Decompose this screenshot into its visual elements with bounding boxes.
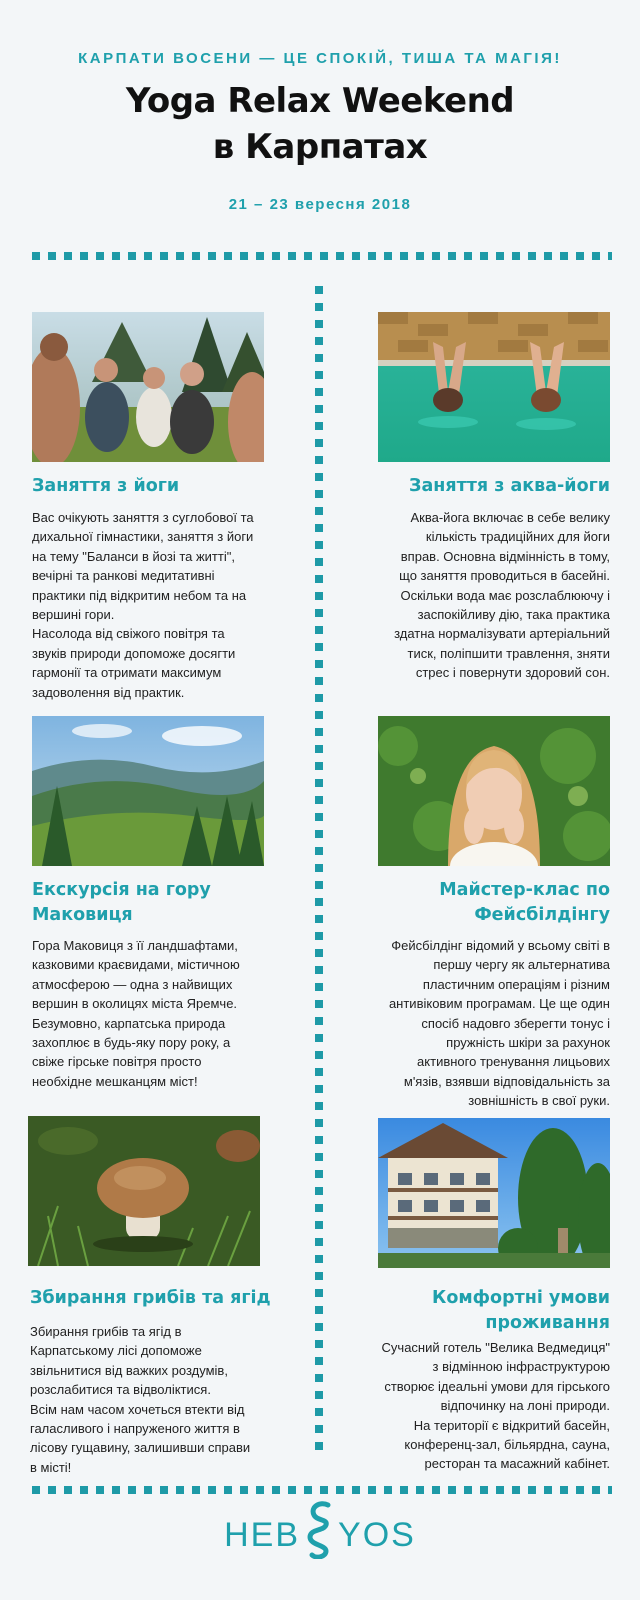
section-title-excursion (32, 878, 211, 928)
section-text-mushrooms: Збирання грибів та ягід в Карпатському лісі допоможе звільнитися від важких роздумів, розслабитися та відволіктися. Всім нам часом хочеться втекти від галасливого і напруженого життя в лісову гущавину, залишивши справи в місті! (30, 1324, 251, 1475)
center-divider (315, 286, 323, 1454)
section-title-facebuilding (330, 878, 610, 928)
aqua-yoga-photo (378, 312, 610, 462)
event-dates: 21 – 23 вересня 2018 (228, 196, 412, 213)
section-title-excursion-line-1: Екскурсія на гору (32, 880, 211, 900)
section-title-comfort-line-2: проживання (485, 1313, 610, 1333)
section-title-comfort-line-1: Комфортні умови (432, 1288, 610, 1308)
tagline: КАРПАТИ ВОСЕНИ — ЦЕ СПОКІЙ, ТИША ТА МАГІЯ! (78, 50, 562, 67)
section-title-excursion-line-2: Маковиця (32, 905, 133, 925)
section-title-mushrooms: Збирання грибів та ягід (30, 1288, 271, 1308)
section-text-excursion: Гора Маковиця з її ландшафтами, казковими краєвидами, містичною атмосферою — одна з найвищих вершин в околицях міста Яремче. Безумовно, карпатська природа захоплює в будь-яку пору року, а свіже гірське повітря просто необхідне мешканцям міст! (32, 938, 240, 1089)
section-text-facebuilding: Фейсбілдінг відомий у всьому світі в першу чергу як альтернатива пластичним операціям і різним антивіковим програмам. Це ще один спосіб надовго зберегти тонус і пружність шкіри за рахунок активного тренування лицьових м'язів, взявши відповідальність за зовнішність в свої руки. (388, 938, 610, 1109)
logo-text-left: HEB (224, 1515, 301, 1554)
mushroom-photo (28, 1116, 260, 1266)
logo-text-right: YOS (338, 1515, 416, 1554)
logo-mark-icon (302, 1501, 336, 1559)
section-title-facebuilding-line-1: Майстер-клас по (439, 880, 610, 900)
facebuilding-photo (378, 716, 610, 866)
top-divider (32, 252, 612, 260)
hotel-photo (378, 1118, 610, 1268)
section-title-aqua: Заняття з аква-йоги (409, 476, 610, 496)
page-title (0, 78, 640, 170)
brand-logo (0, 1515, 640, 1559)
yoga-group-photo (32, 312, 264, 462)
title-line-1: Yoga Relax Weekend (125, 81, 515, 121)
section-title-comfort (330, 1286, 610, 1336)
title-line-2: в Карпатах (212, 127, 428, 167)
section-title-facebuilding-line-2: Фейсбілдінгу (474, 905, 610, 925)
section-text-aqua: Аква-йога включає в себе велику кількість традиційних для йоги вправ. Основна відмінність в тому, що заняття проводиться в басейні. Оскільки вода має розслаблюючу і заспокійливу дію, така практика здатна нормалізувати артеріальний тиск, поліпшити травлення, зняти стрес і повернути здоровий сон. (394, 510, 610, 681)
section-text-comfort: Сучасний готель "Велика Ведмедиця" з відмінною інфраструктурою створює ідеальні умови для гірського відпочинку на лоні природи. На території є відкритий басейн, конференц-зал, більярдна, сауна, ресторан та масажний кабінет. (381, 1340, 610, 1472)
bottom-divider (32, 1486, 612, 1494)
section-title-yoga: Заняття з йоги (32, 476, 180, 496)
mountain-landscape-photo (32, 716, 264, 866)
section-text-yoga: Вас очікують заняття з суглобової та дихальної гімнастики, заняття з йоги на тему "Баланси в йозі та житті", вечірні та ранкові медитативні практики під відкритим небом та на вершині гори. Насолода від свіжого повітря та звуків природи допоможе досягти гармонії та отримати максимум задоволення від практик. (32, 510, 254, 700)
